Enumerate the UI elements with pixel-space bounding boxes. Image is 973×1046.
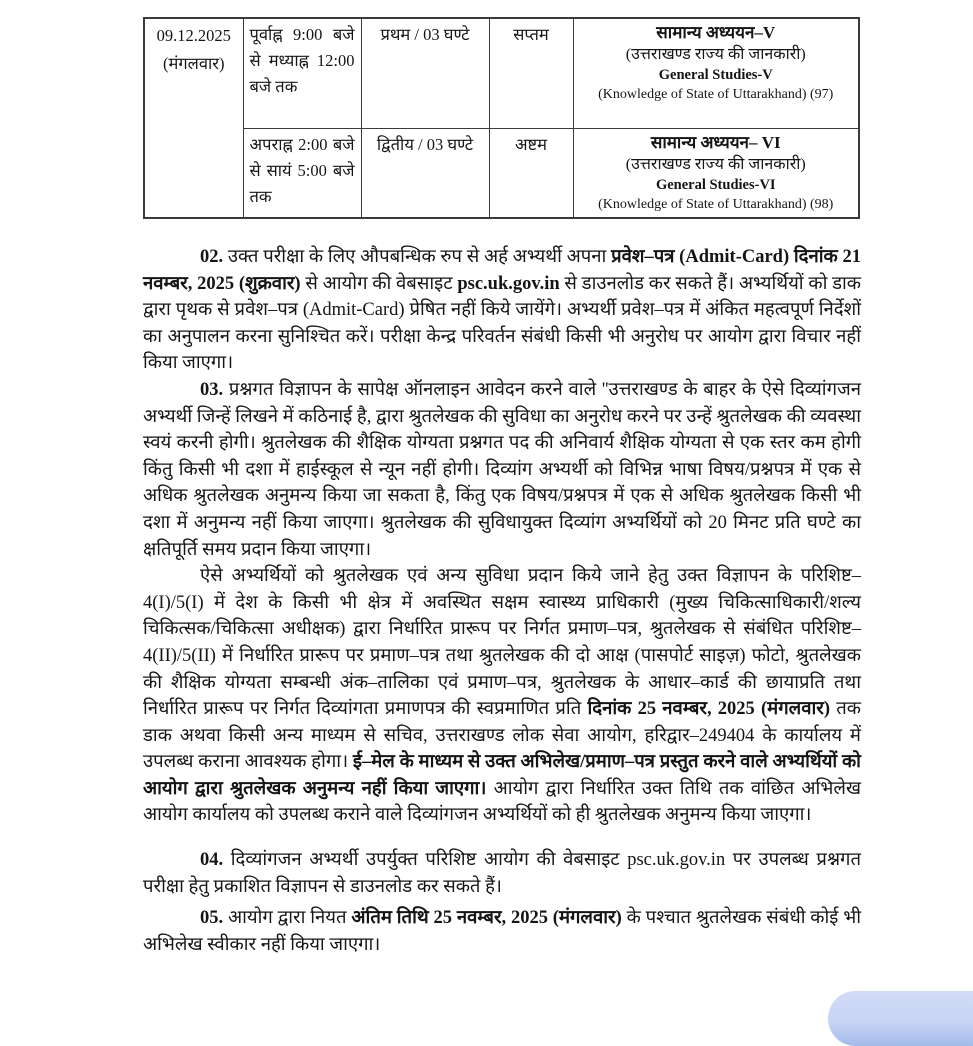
body-text: प्रश्नगत विज्ञापन के सापेक्ष ऑनलाइन आवेदन करने वाले ''उत्तराखण्ड के बाहर के ऐसे दिव्यांगजन अभ्यर्थी जिन्हें लिखने में कठिनाई है, द्वारा श्रुतलेखक की सुविधा का अनुरोध करने पर उन्हें श्रुतलेखक की व्यवस्था स्वयं करनी होगी। श्रुतलेखक की शैक्षिक योग्यता प्रश्नगत पद की अनिवार्य शैक्षिक योग्यता से एक स्तर कम होगी किंतु किसी भी दशा में हाईस्कूल से न्यून नहीं होगी। दिव्यांग अभ्यर्थी को विभिन्न भाषा विषय/प्रश्नपत्र में एक से अधिक श्रुतलेखक अनुमन्य किया जा सकता है, किंतु एक विषय/प्रश्नपत्र में एक से अधिक श्रुतलेखक किसी भी दशा में अनुमन्य नहीं किया जाएगा। श्रुतलेखक की सुविधायुक्त दिव्यांग अभ्यर्थियों को 20 मिनट प्रति घण्टे का क्षतिपूर्ति समय प्रदान किया जाएगा। (143, 379, 862, 560)
subject-subtitle-hindi: (उत्तराखण्ड राज्य की जानकारी) (625, 46, 806, 63)
body-text: के पश्चात श्रुतलेखक संबंधी कोई भी अभिलेख स्वीकार नहीं किया जाएगा। (143, 908, 862, 955)
emphasis-text: 05. (200, 908, 228, 929)
subject-subtitle-english: (Knowledge of State of Uttarakhand) (97) (598, 87, 834, 102)
emphasis-text: 03. (200, 379, 229, 400)
body-text: से डाउनलोड कर सकते हैं। अभ्यर्थियों को डाक द्वारा पृथक से प्रवेश–पत्र (Admit-Card) प्रेषित नहीं किये जायेंगे। अभ्यर्थी प्रवेश–पत्र में अंकित महत्वपूर्ण निर्देशों का अनुपालन करना सुनिश्चित करें। परीक्षा केन्द्र परिवर्तन संबंधी किसी भी अनुरोध पर आयोग द्वारा विचार नहीं किया जाएगा। (143, 273, 862, 374)
subject-cell (573, 18, 859, 129)
subject-title-english: General Studies-VI (655, 177, 776, 193)
table-row (144, 18, 859, 129)
emphasis-text: अंतिम तिथि 25 नवम्बर, 2025 (मंगलवार) (351, 908, 622, 929)
body-text: आयोग द्वारा नियत (227, 908, 352, 929)
notice-paragraphs (143, 244, 861, 958)
session-number-cell: द्वितीय / 03 घण्टे (361, 129, 489, 219)
body-text: आयोग द्वारा निर्धारित उक्त तिथि तक वांछित अभिलेख आयोग कार्यालय को उपलब्ध कराने वाले दिव्यांगजन अभ्यर्थियों को ही श्रुतलेखक अनुमन्य किया जाएगा। (143, 778, 862, 826)
emphasis-text: प्रवेश–पत्र (Admit-Card) दिनांक 21 नवम्बर, 2025 (शुक्रवार) (143, 247, 862, 294)
body-text: से आयोग की वेबसाइट (300, 273, 458, 294)
emphasis-text: 02. (200, 247, 228, 267)
subject-subtitle-hindi: (उत्तराखण्ड राज्य की जानकारी) (625, 156, 806, 173)
subject-title-english: General Studies-V (658, 67, 773, 83)
session-time-cell: अपराह्न 2:00 बजे से सायं 5:00 बजे तक (243, 129, 361, 219)
exam-date-cell (144, 18, 243, 218)
exam-schedule-table (143, 17, 860, 219)
subject-subtitle-english: (Knowledge of State of Uttarakhand) (98) (598, 197, 834, 212)
para-scribe-documents (143, 563, 861, 829)
subject-title-hindi: सामान्य अध्ययन– VI (650, 133, 781, 152)
session-time-cell: पूर्वाह्न 9:00 बजे से मध्याह्न 12:00 बजे तक (243, 18, 361, 129)
emphasis-text: दिनांक 25 नवम्बर, 2025 (मंगलवार) (587, 699, 831, 720)
table-row (144, 129, 859, 219)
subject-title-hindi: सामान्य अध्ययन–V (656, 23, 776, 42)
para-02-admit-card (143, 244, 861, 377)
paper-ordinal-cell: सप्तम (489, 18, 573, 129)
session-number-cell: प्रथम / 03 घण्टे (361, 18, 489, 129)
body-text: ऐसे अभ्यर्थियों को श्रुतलेखक एवं अन्य सुविधा प्रदान किये जाने हेतु उक्त विज्ञापन के परिशिष्ट–4(I)/5(I) में देश के किसी भी क्षेत्र में अवस्थित सक्षम स्वास्थ्य प्राधिकारी (मुख्य चिकित्साधिकारी/शल्य चिकित्सक/चिकित्सा अधीक्षक) द्वारा निर्धारित प्रारूप पर निर्गत प्रमाण–पत्र, श्रुतलेखक से संबंधित परिशिष्ट–4(II)/5(II) में निर्धारित प्रारूप पर प्रमाण–पत्र तथा श्रुतलेखक की दो आक्ष (पासपोर्ट साइज़) फोटो, श्रुतलेखक की शैक्षिक योग्यता सम्बन्धी अंक–तालिका एवं प्रमाण–पत्र, श्रुतलेखक के आधार–कार्ड की छायाप्रति तथा निर्धारित प्रारूप पर निर्गत दिव्यांगता प्रमाणपत्र की स्वप्रमाणित प्रति (143, 566, 861, 720)
emphasis-text: psc.uk.gov.in (457, 273, 560, 294)
notice-document (143, 17, 861, 958)
emphasis-text: ई–मेल के माध्यम से उक्त अभिलेख/प्रमाण–पत्र प्रस्तुत करने वाले अभ्यर्थियों को आयोग द्वारा श्रुतलेखक अनुमन्य नहीं किया जाएगा। (143, 752, 861, 799)
body-text: तक डाक अथवा किसी अन्य माध्यम से सचिव, उत्तराखण्ड लोक सेवा आयोग, हरिद्वार–249404 के कार्यालय में उपलब्ध कराना आवश्यक होगा। (143, 699, 861, 773)
exam-day: (मंगलवार) (162, 54, 225, 73)
para-05-last-date (143, 905, 861, 958)
para-04-appendix-download (143, 847, 861, 900)
body-text: दिव्यांगजन अभ्यर्थी उपर्युक्त परिशिष्ट आयोग की वेबसाइट psc.uk.gov.in पर उपलब्ध प्रश्नगत परीक्षा हेतु प्रकाशित विज्ञापन से डाउनलोड कर सकते हैं। (143, 850, 862, 897)
emphasis-text: 04. (200, 850, 231, 871)
para-03-scribe-rules (143, 377, 861, 563)
floating-widget-corner[interactable] (828, 991, 973, 1046)
exam-date: 09.12.2025 (156, 26, 231, 45)
body-text: उक्त परीक्षा के लिए औपबन्धिक रुप से अर्ह अभ्यर्थी अपना (227, 247, 612, 267)
paper-ordinal-cell: अष्टम (489, 129, 573, 219)
subject-cell (573, 129, 859, 219)
